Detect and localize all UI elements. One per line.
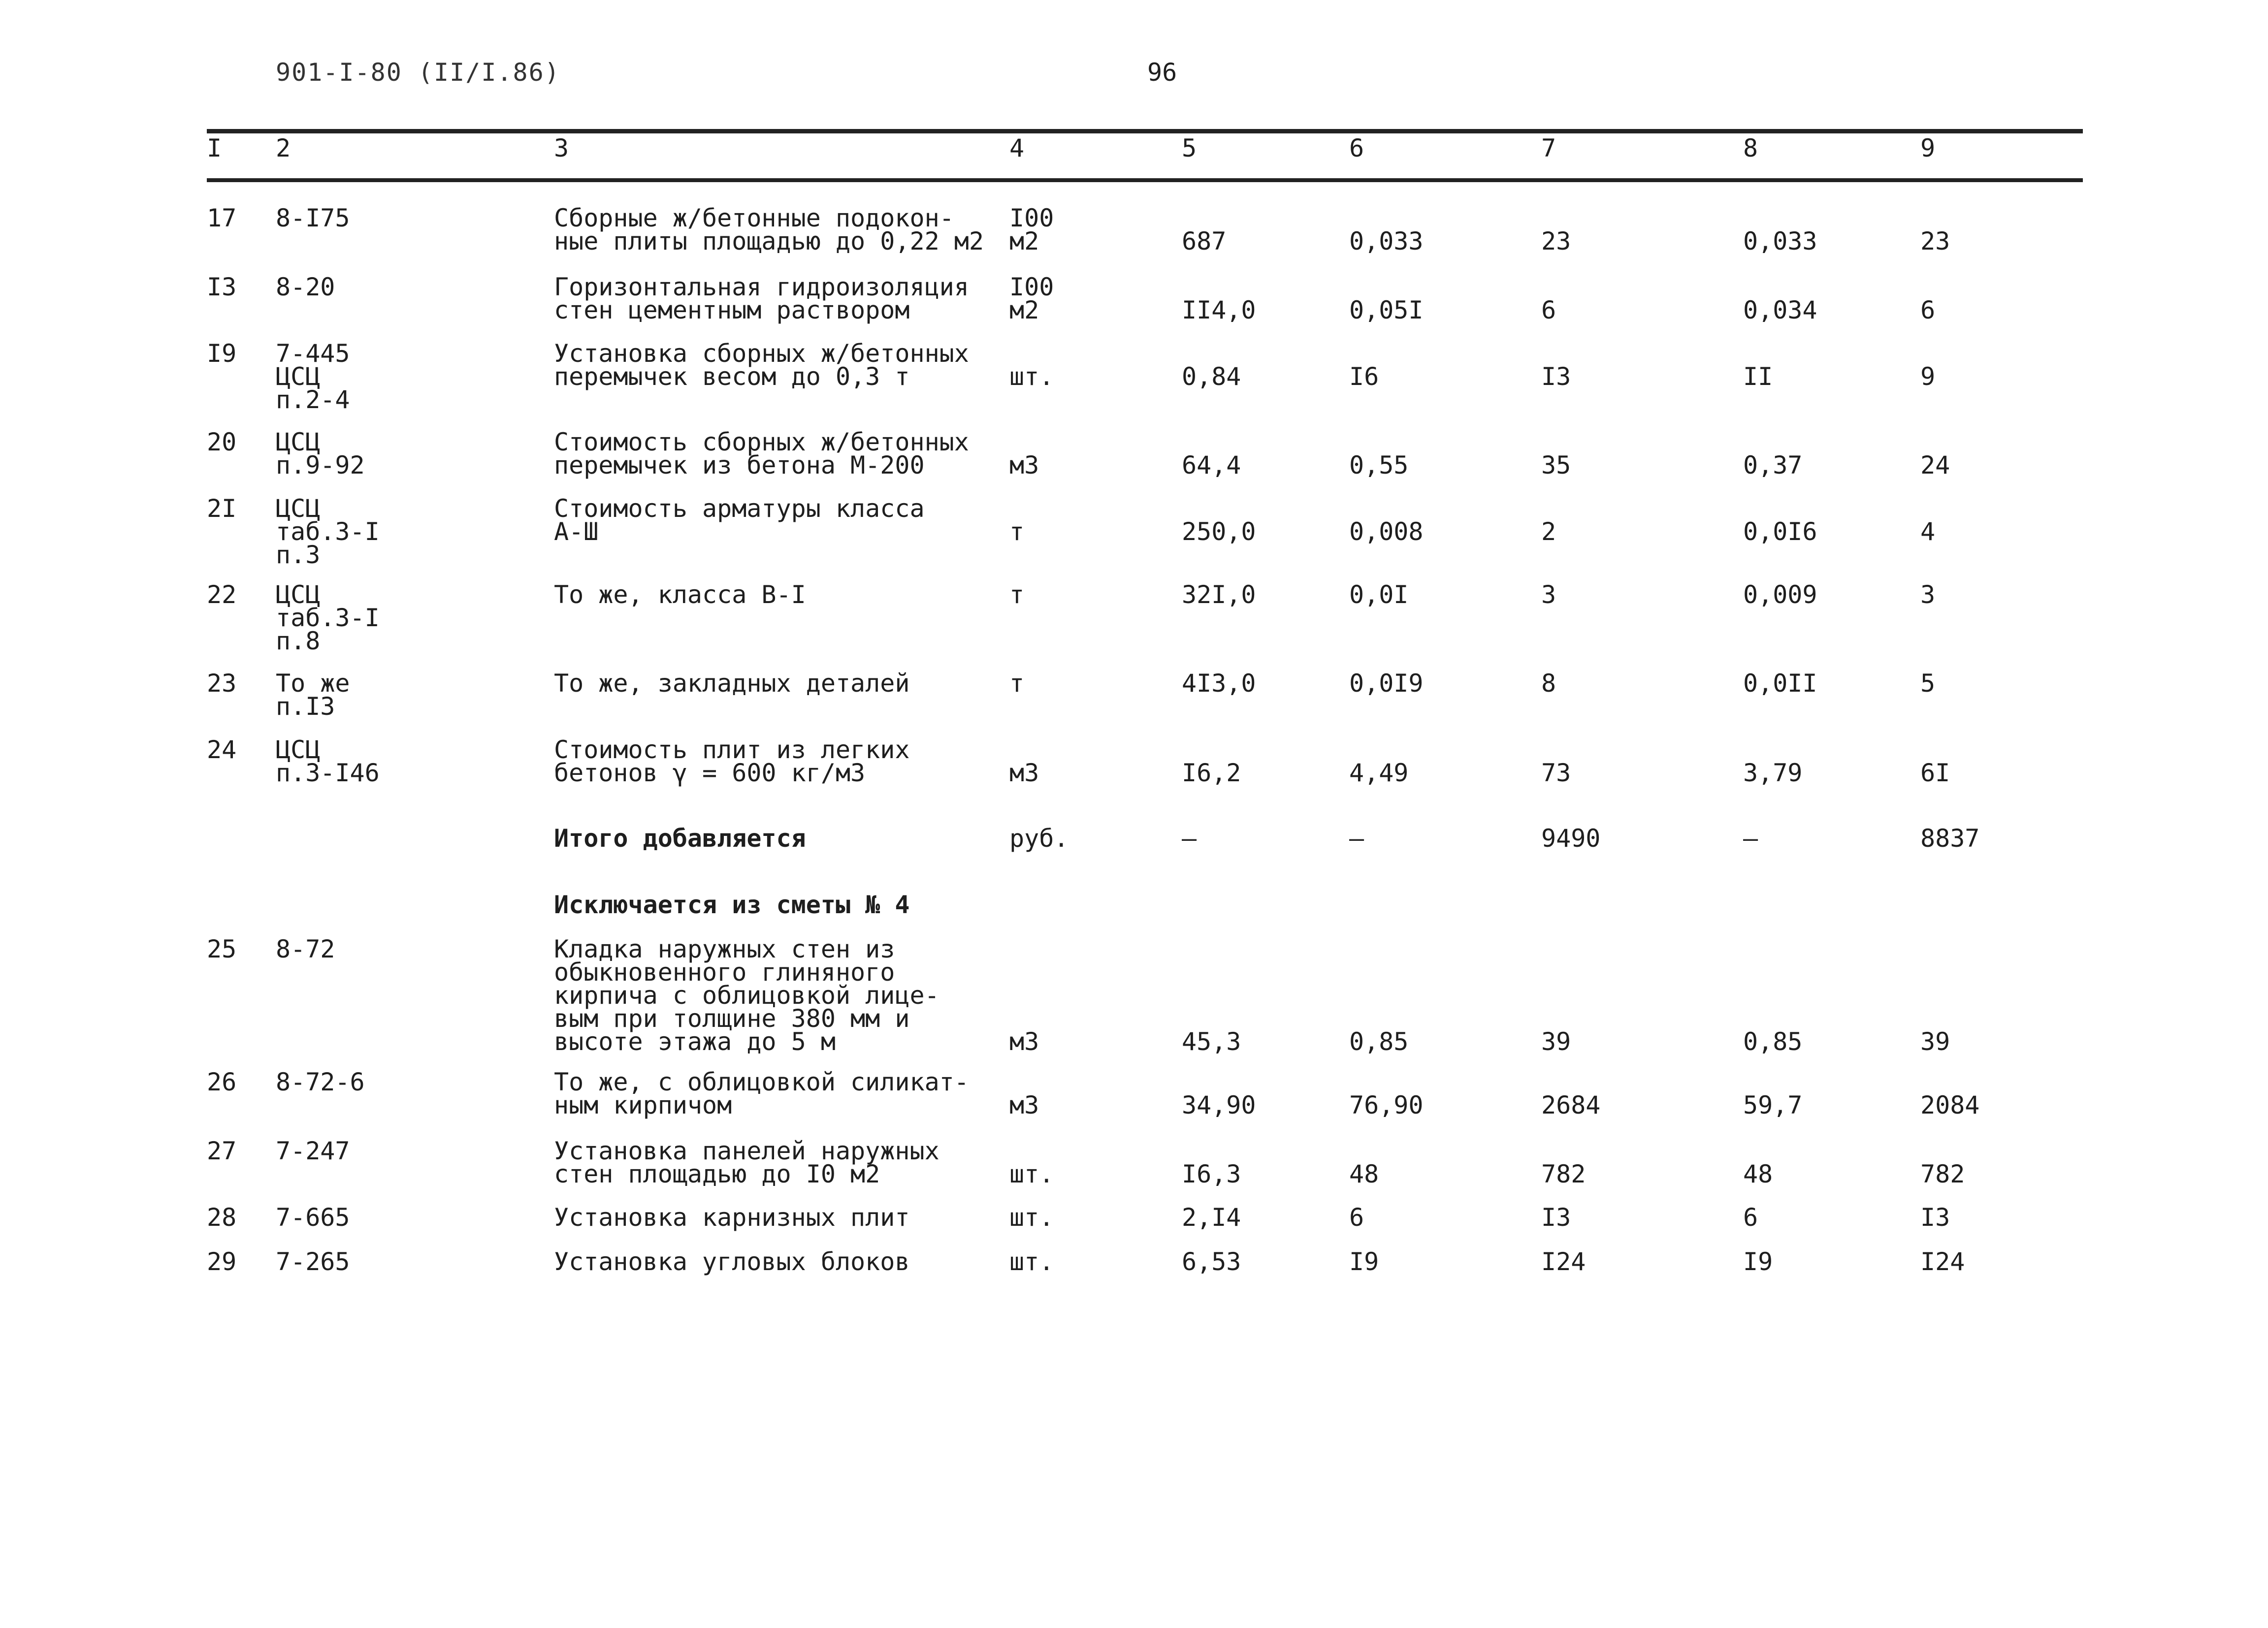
row-number: 24 [207,735,237,764]
row-col-6: 0,05I [1349,296,1424,324]
row-number: 27 [207,1137,237,1165]
row-col-7: 39 [1541,1027,1571,1056]
row-col-7: 782 [1541,1160,1586,1188]
table-top-rule [207,129,2083,133]
row-col-7: 9490 [1541,824,1601,853]
row-col-9: 9 [1920,362,1936,391]
row-number: 2I [207,494,237,523]
column-header-1: I [207,134,222,162]
section-title: Исключается из сметы № 4 [554,891,910,919]
row-col-6: 0,008 [1349,517,1424,546]
row-code: То же п.I3 [276,669,350,721]
row-col-8: 0,37 [1743,451,1803,479]
row-description: Установка угловых блоков [554,1247,910,1276]
row-col-8: 0,0I6 [1743,517,1817,546]
row-col-7: I3 [1541,1203,1571,1232]
row-col-9: 3 [1920,580,1936,609]
row-col-5: 45,3 [1182,1027,1241,1056]
row-col-8: 0,009 [1743,580,1817,609]
row-col-8: II [1743,362,1773,391]
row-col-8: 0,0II [1743,669,1817,698]
row-col-9: 2084 [1920,1091,1980,1119]
row-description: Горизонтальная гидроизоляция стен цементным раствором [554,273,969,324]
row-code: 7-445 ЦСЦ п.2-4 [276,339,350,414]
column-header-7: 7 [1541,134,1556,162]
row-col-9: 39 [1920,1027,1950,1056]
row-col-5: 250,0 [1182,517,1256,546]
row-code: 8-20 [276,273,335,301]
row-col-9: I24 [1920,1247,1965,1276]
row-col-7: 2684 [1541,1091,1601,1119]
row-unit: т [1009,517,1025,546]
row-code: ЦСЦ п.9-92 [276,428,365,479]
row-col-6: 0,033 [1349,227,1424,255]
row-col-8: – [1743,824,1758,853]
row-col-8: 0,85 [1743,1027,1803,1056]
row-description: Установка сборных ж/бетонных перемычек весом до 0,3 т [554,339,969,391]
row-col-5: I6,2 [1182,759,1241,787]
row-col-5: 4I3,0 [1182,669,1256,698]
row-col-9: 23 [1920,227,1950,255]
row-unit: руб. [1009,824,1069,853]
row-col-6: 0,0I9 [1349,669,1424,698]
row-unit: м3 [1009,1091,1039,1119]
row-code: ЦСЦ п.3-I46 [276,735,380,787]
row-col-5: 2,I4 [1182,1203,1241,1232]
row-col-5: – [1182,824,1197,853]
row-col-5: 687 [1182,227,1227,255]
row-col-6: 48 [1349,1160,1379,1188]
column-header-4: 4 [1009,134,1025,162]
row-description: То же, закладных деталей [554,669,910,698]
row-description: То же, с облицовкой силикат- ным кирпичом [554,1068,969,1119]
row-col-5: 32I,0 [1182,580,1256,609]
row-col-6: I9 [1349,1247,1379,1276]
row-code: 8-72 [276,935,335,963]
row-col-5: 0,84 [1182,362,1241,391]
row-col-6: 76,90 [1349,1091,1424,1119]
row-col-5: I6,3 [1182,1160,1241,1188]
row-col-5: 64,4 [1182,451,1241,479]
row-unit: м3 [1009,759,1039,787]
row-col-9: 24 [1920,451,1950,479]
page-number: 96 [1147,58,1177,87]
row-code: 8-I75 [276,204,350,232]
row-col-8: I9 [1743,1247,1773,1276]
row-col-8: 0,033 [1743,227,1817,255]
column-header-5: 5 [1182,134,1197,162]
row-description: Стоимость плит из легких бетонов γ = 600 кг/м3 [554,735,910,787]
row-description: Итого добавляется [554,824,806,853]
row-number: 20 [207,428,237,456]
row-col-5: II4,0 [1182,296,1256,324]
row-number: 25 [207,935,237,963]
row-col-8: 6 [1743,1203,1758,1232]
row-col-7: 23 [1541,227,1571,255]
row-unit: шт. [1009,362,1054,391]
row-description: То же, класса В-I [554,580,806,609]
row-col-5: 34,90 [1182,1091,1256,1119]
row-col-9: 6 [1920,296,1936,324]
row-col-6: – [1349,824,1364,853]
column-header-2: 2 [276,134,291,162]
row-number: 26 [207,1068,237,1096]
row-col-9: 8837 [1920,824,1980,853]
row-col-7: 8 [1541,669,1556,698]
row-col-8: 48 [1743,1160,1773,1188]
row-description: Стоимость сборных ж/бетонных перемычек из бетона М-200 [554,428,969,479]
row-number: I9 [207,339,237,368]
row-col-9: 4 [1920,517,1936,546]
row-unit: шт. [1009,1160,1054,1188]
row-description: Сборные ж/бетонные подокон- ные плиты площадью до 0,22 м2 [554,204,984,255]
row-col-7: I24 [1541,1247,1586,1276]
row-code: ЦСЦ таб.3-I п.8 [276,580,380,655]
column-header-6: 6 [1349,134,1364,162]
row-col-8: 59,7 [1743,1091,1803,1119]
row-number: 17 [207,204,237,232]
row-col-7: 35 [1541,451,1571,479]
row-col-6: 0,85 [1349,1027,1409,1056]
row-col-9: I3 [1920,1203,1950,1232]
row-col-6: 6 [1349,1203,1364,1232]
row-col-7: 3 [1541,580,1556,609]
row-unit: шт. [1009,1203,1054,1232]
row-code: 7-247 [276,1137,350,1165]
row-unit: I00 м2 [1009,204,1054,255]
row-col-8: 0,034 [1743,296,1817,324]
row-description: Установка панелей наружных стен площадью до I0 м2 [554,1137,940,1188]
row-col-6: I6 [1349,362,1379,391]
row-col-5: 6,53 [1182,1247,1241,1276]
row-code: 7-665 [276,1203,350,1232]
row-col-7: I3 [1541,362,1571,391]
row-col-9: 6I [1920,759,1950,787]
row-code: 7-265 [276,1247,350,1276]
row-code: ЦСЦ таб.3-I п.3 [276,494,380,569]
row-number: I3 [207,273,237,301]
row-unit: т [1009,669,1025,698]
row-col-9: 782 [1920,1160,1965,1188]
row-unit: т [1009,580,1025,609]
row-col-7: 73 [1541,759,1571,787]
row-description: Установка карнизных плит [554,1203,910,1232]
row-col-6: 0,55 [1349,451,1409,479]
document-code: 901-I-80 (II/I.86) [276,58,560,87]
row-col-7: 2 [1541,517,1556,546]
column-header-3: 3 [554,134,569,162]
row-col-6: 4,49 [1349,759,1409,787]
row-number: 29 [207,1247,237,1276]
row-description: Кладка наружных стен из обыкновенного глиняного кирпича с облицовкой лице- вым при толщине 380 мм и высоте этажа до 5 м [554,935,940,1056]
column-header-9: 9 [1920,134,1936,162]
row-col-9: 5 [1920,669,1936,698]
row-unit: м3 [1009,1027,1039,1056]
row-number: 28 [207,1203,237,1232]
row-col-7: 6 [1541,296,1556,324]
column-header-8: 8 [1743,134,1758,162]
row-col-8: 3,79 [1743,759,1803,787]
row-unit: м3 [1009,451,1039,479]
table-header-rule [207,178,2083,182]
row-col-6: 0,0I [1349,580,1409,609]
row-number: 23 [207,669,237,698]
row-number: 22 [207,580,237,609]
row-code: 8-72-6 [276,1068,365,1096]
row-unit: шт. [1009,1247,1054,1276]
row-description: Стоимость арматуры класса А-Ш [554,494,925,546]
row-unit: I00 м2 [1009,273,1054,324]
